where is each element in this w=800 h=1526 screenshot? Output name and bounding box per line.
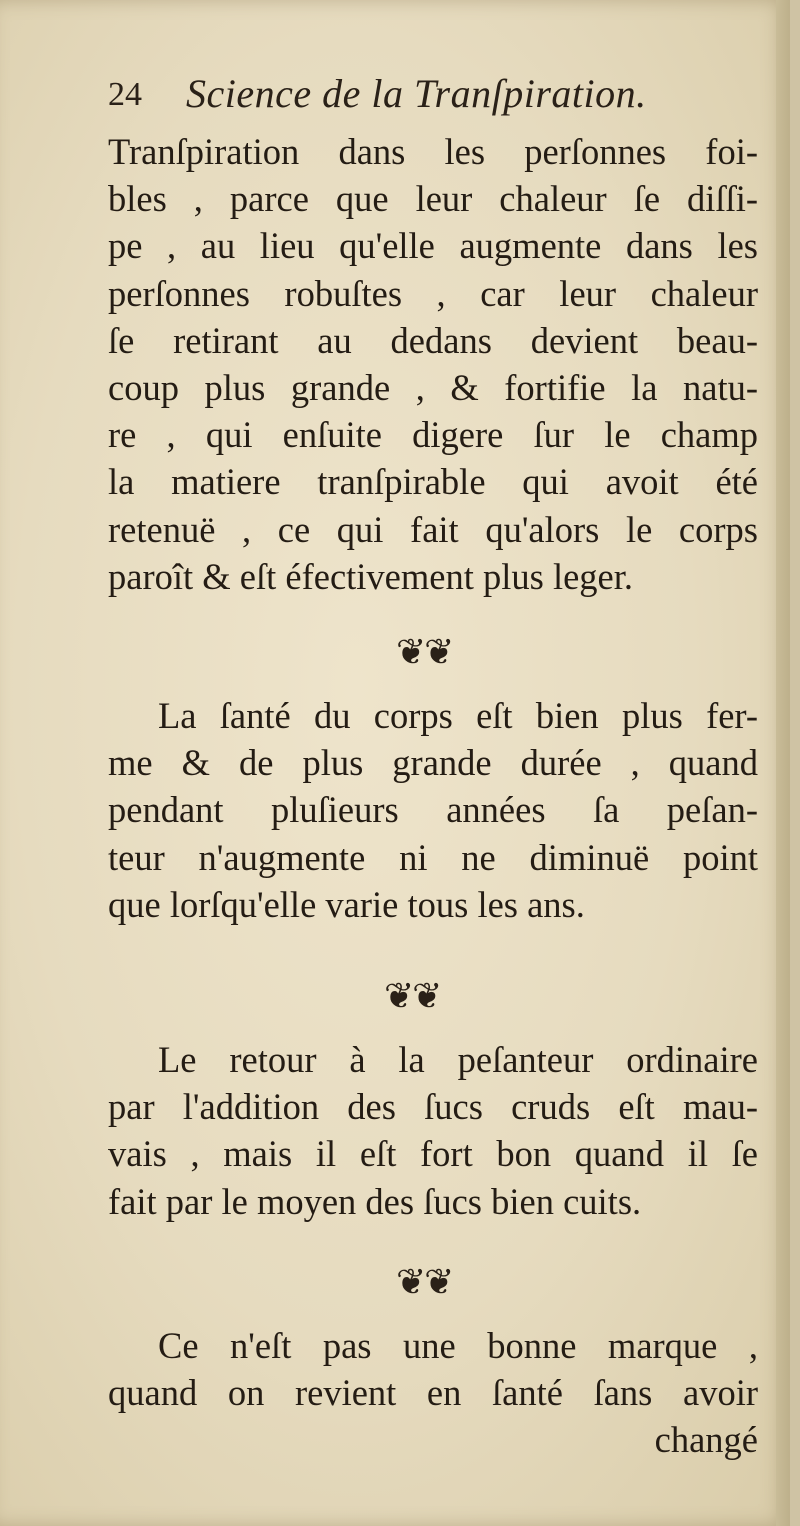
text-line: ſe retirant au dedans devient beau- bbox=[108, 319, 758, 361]
text-line: teur n'augmente ni ne diminuë point bbox=[108, 836, 758, 878]
text-line: Ce n'eſt pas une bonne marque , bbox=[158, 1325, 758, 1366]
running-head bbox=[108, 70, 748, 118]
text-line: la matiere tranſpirable qui avoit été bbox=[108, 461, 758, 503]
paragraph-1 bbox=[108, 128, 758, 600]
text-line: me & de plus grande durée , quand bbox=[108, 742, 758, 784]
text-line: bles , parce que leur chaleur ſe diſſi- bbox=[108, 178, 758, 220]
text-line: paroît & eſt éfectivement plus leger. bbox=[108, 555, 634, 597]
text-line: que lorſqu'elle varie tous les ans. bbox=[108, 883, 585, 925]
text-line: perſonnes robuſtes , car leur chaleur bbox=[108, 272, 758, 314]
ornament-divider: ❦❦ bbox=[396, 632, 453, 673]
paragraph-2 bbox=[108, 692, 758, 928]
paragraph-4 bbox=[108, 1322, 758, 1464]
page-edge bbox=[776, 0, 790, 1526]
text-line: re , qui enſuite digere ſur le champ bbox=[108, 414, 758, 456]
text-line: Tranſpiration dans les perſonnes foi- bbox=[108, 131, 758, 172]
paragraph-3 bbox=[108, 1036, 758, 1225]
text-line: par l'addition des ſucs cruds eſt mau- bbox=[108, 1086, 758, 1128]
text-line: coup plus grande , & fortifie la natu- bbox=[108, 366, 758, 408]
text-line: vais , mais il eſt fort bon quand il ſe bbox=[108, 1133, 758, 1175]
ornament-divider: ❦❦ bbox=[396, 1262, 453, 1303]
text-line: Le retour à la peſanteur ordinaire bbox=[158, 1039, 758, 1080]
running-head-title: Science de la Tranſpiration. bbox=[186, 71, 647, 116]
text-line: retenuë , ce qui fait qu'alors le corps bbox=[108, 508, 758, 550]
text-line: La ſanté du corps eſt bien plus fer- bbox=[158, 695, 758, 736]
catchword: changé bbox=[654, 1419, 758, 1461]
ornament-divider: ❦❦ bbox=[384, 976, 441, 1017]
text-line: pe , au lieu qu'elle augmente dans les bbox=[108, 225, 758, 267]
page-number: 24 bbox=[108, 76, 142, 113]
text-line: pendant pluſieurs années ſa peſan- bbox=[108, 789, 758, 831]
text-line: quand on revient en ſanté ſans avoir bbox=[108, 1372, 758, 1414]
text-line: fait par le moyen des ſucs bien cuits. bbox=[108, 1180, 642, 1222]
